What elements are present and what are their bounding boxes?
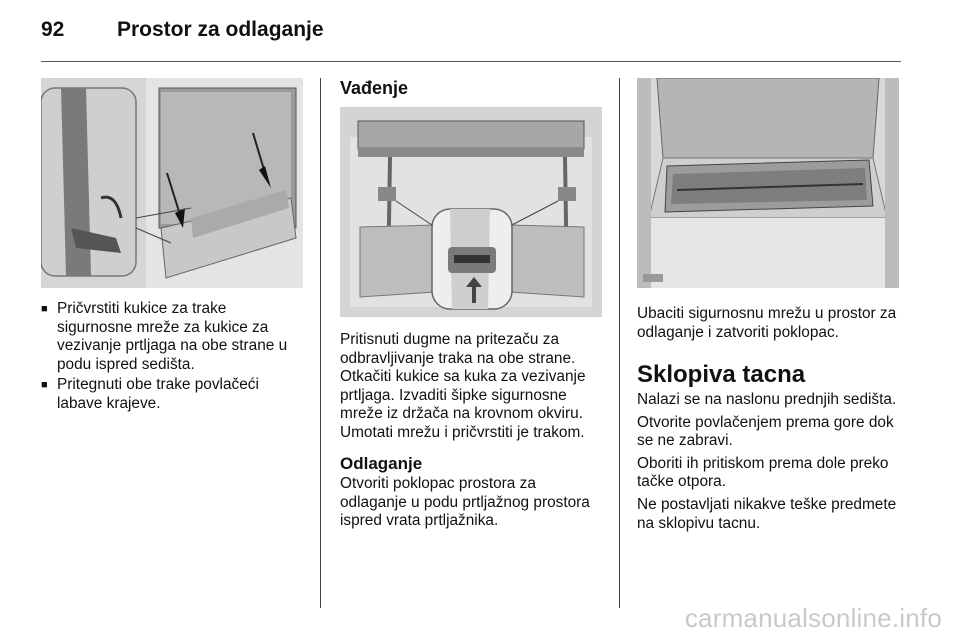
section-heading-folding-tray: Sklopiva tacna [637, 361, 806, 388]
tray-paragraph: Otvorite povlačenjem prema gore dok se ne zabravi. [637, 413, 894, 450]
column-1-text [41, 300, 303, 416]
page-title: Prostor za odlaganje [117, 18, 324, 41]
tray-paragraph: Nalazi se na naslonu prednjih sedišta. [637, 391, 897, 408]
tray-paragraph: Oboriti ih pritiskom prema dole preko tačke otpora. [637, 454, 889, 491]
column-3-intro-text [637, 305, 907, 346]
figure-belt-release [340, 107, 602, 317]
removal-paragraph: Pritisnuti dugme na pritezaču za odbravljivanje traka na obe strane. Otkačiti kukice sa kuka za vezivanje prtljaga. Izvaditi šipke sigurnosne mreže iz držača na krovnom okviru. Umotati mrežu i pričvrstiti je trakom. [340, 331, 586, 441]
bullet-square-icon: ■ [41, 303, 48, 315]
watermark: carmanualsonline.info [684, 603, 942, 633]
header-rule [41, 61, 901, 62]
insert-net-paragraph: Ubaciti sigurnosnu mrežu u prostor za odlaganje i zatvoriti poklopac. [637, 305, 897, 341]
list-item-text: Pričvrstiti kukice za trake sigurnosne mreže za kukice za vezivanje prtljaga na obe strane u podu ispred sedišta. [57, 300, 288, 373]
section-heading-removal: Vađenje [340, 78, 409, 98]
list-item [41, 376, 303, 413]
subheading-storage: Odlaganje [340, 454, 423, 473]
column-2-text [340, 331, 605, 447]
bullet-square-icon: ■ [41, 379, 48, 392]
instruction-list [41, 300, 303, 414]
figure-storage-compartment [637, 78, 899, 288]
storage-paragraph: Otvoriti poklopac prostora za odlaganje u podu prtljažnog prostora ispred vrata prtljažnika. [340, 475, 590, 530]
list-item-text: Pritegnuti obe trake povlačeći labave krajeve. [57, 376, 259, 412]
list-item [41, 300, 303, 374]
column-divider-right [619, 78, 620, 608]
column-divider-left [320, 78, 321, 608]
folding-tray-text [637, 391, 905, 537]
storage-text [340, 475, 605, 535]
tray-paragraph: Ne postavljati nikakve teške predmete na sklopivu tacnu. [637, 495, 897, 532]
page-number: 92 [41, 18, 65, 41]
figure-net-hooks [41, 78, 303, 288]
